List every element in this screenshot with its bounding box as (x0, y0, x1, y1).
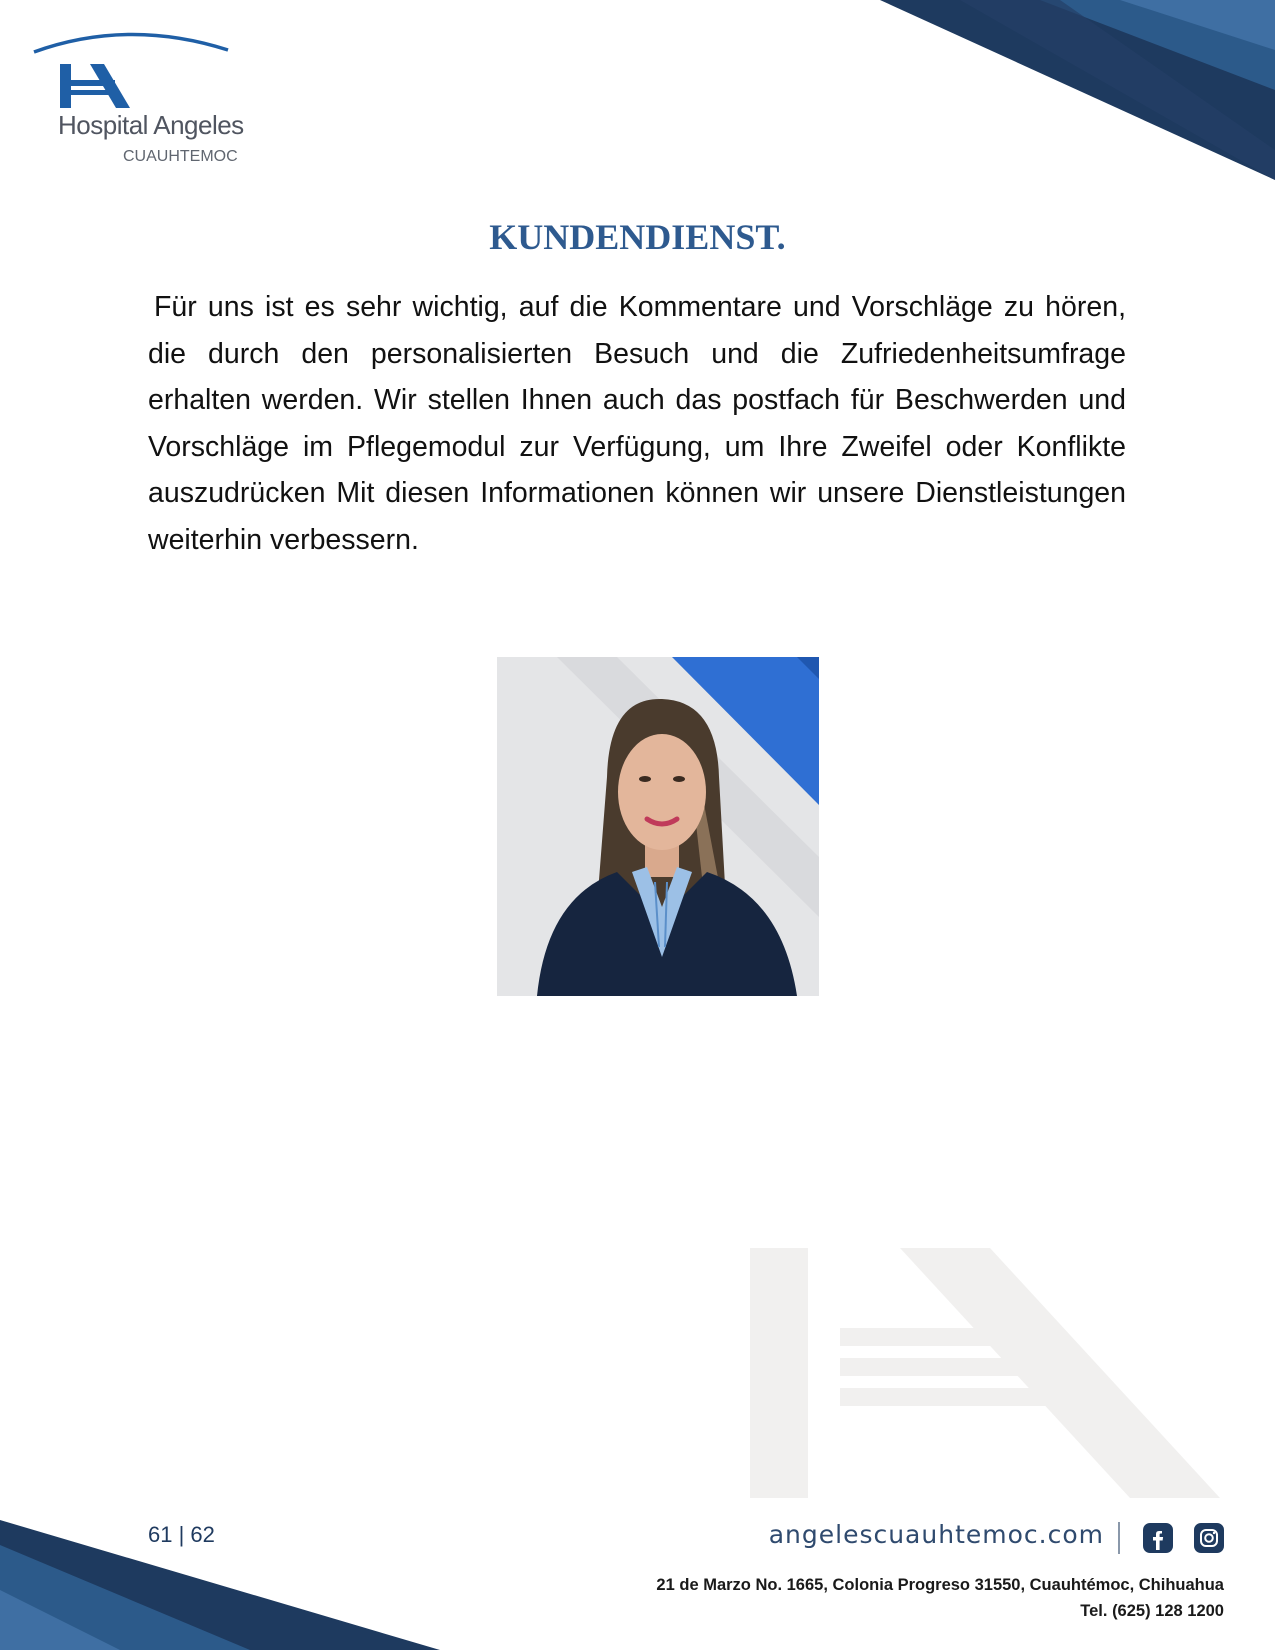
hospital-logo (28, 24, 248, 174)
watermark-logo (750, 1248, 1220, 1498)
website-link[interactable]: angelescuauhtemoc.com (768, 1520, 1104, 1549)
footer-phone: Tel. (625) 128 1200 (1080, 1602, 1224, 1620)
logo-subtitle: CUAUHTEMOC (123, 148, 238, 165)
instagram-icon[interactable] (1194, 1523, 1224, 1553)
facebook-icon[interactable] (1143, 1523, 1173, 1553)
footer-separator (1118, 1522, 1120, 1554)
body-paragraph: Für uns ist es sehr wichtig, auf die Kommentare und Vorschläge zu hören, die durch den personalisierten Besuch und die Zufriedenheitsumfrage erhalten werden. Wir stellen Ihnen auch das postfach für Beschwerden und Vorschläge im Pflegemodul zur Verfügung, um Ihre Zweifel oder Konflikte auszudrücken Mit diesen Informationen können wir unsere Dienstleistungen weiterhin verbessern. (148, 291, 1126, 556)
footer-address: 21 de Marzo No. 1665, Colonia Progreso 31550, Cuauhtémoc, Chihuahua (656, 1576, 1224, 1594)
bottom-left-decoration (0, 1520, 440, 1650)
logo-name: Hospital Angeles (58, 110, 244, 140)
page-title: KUNDENDIENST. (489, 217, 786, 257)
staff-portrait-photo (497, 657, 819, 996)
page-number: 61 | 62 (148, 1522, 215, 1547)
top-right-decoration (880, 0, 1275, 180)
